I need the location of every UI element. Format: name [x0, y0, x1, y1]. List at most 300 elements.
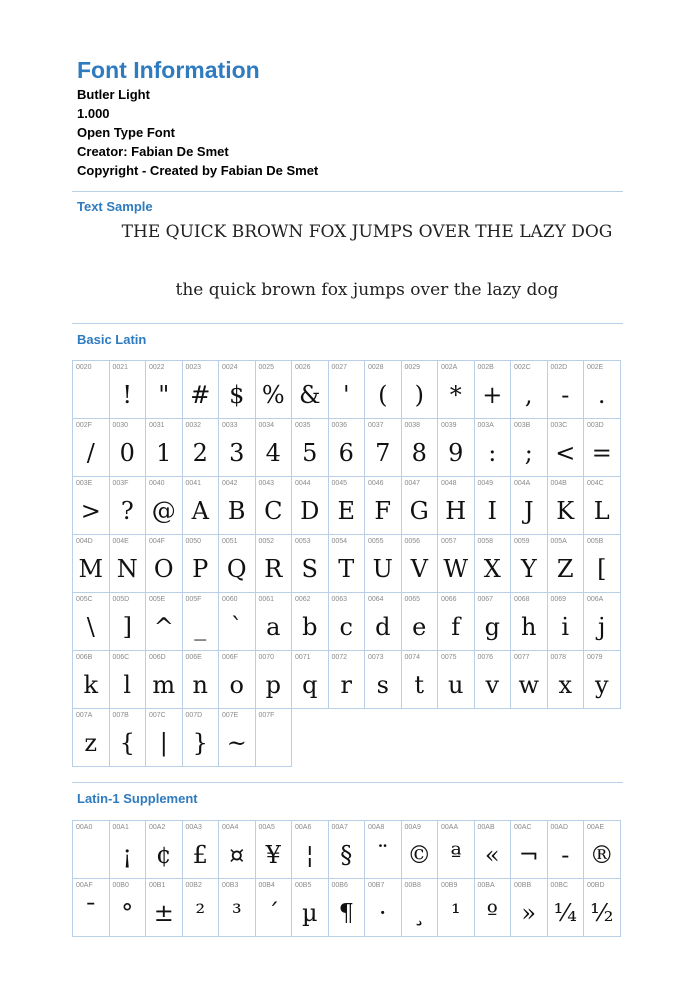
glyph-char: $	[229, 381, 245, 409]
glyph-cell	[292, 821, 329, 879]
font-creator: Creator: Fabian De Smet	[77, 144, 229, 159]
glyph-char: 5	[302, 439, 318, 467]
glyph-code: 00B2	[185, 882, 202, 889]
empty-cell	[401, 709, 438, 767]
glyph-cell	[292, 361, 329, 419]
glyph-code: 0075	[441, 654, 457, 661]
glyph-code: 00B5	[295, 882, 312, 889]
glyph-char: @	[151, 497, 176, 525]
glyph-char: `	[230, 613, 243, 641]
glyph-cell	[584, 651, 621, 709]
glyph-cell	[109, 879, 146, 937]
glyph-code: 0029	[404, 364, 421, 371]
glyph-char: w	[518, 671, 540, 699]
glyph-char: j	[598, 613, 606, 641]
glyph-code: 00A7	[331, 824, 348, 831]
glyph-char: =	[591, 439, 612, 467]
glyph-code: 00AF	[76, 882, 93, 889]
glyph-code: 0040	[149, 480, 165, 487]
glyph-row	[73, 651, 621, 709]
glyph-char: -	[561, 381, 570, 409]
empty-cell	[584, 709, 621, 767]
glyph-cell	[365, 477, 402, 535]
glyph-cell	[255, 535, 292, 593]
font-version: 1.000	[77, 106, 110, 121]
glyph-code: 00A4	[222, 824, 239, 831]
glyph-cell	[547, 651, 584, 709]
glyph-cell	[255, 821, 292, 879]
glyph-cell	[474, 593, 511, 651]
empty-cell	[365, 709, 402, 767]
glyph-code: 0072	[331, 654, 348, 661]
glyph-code: 00A6	[295, 824, 312, 831]
glyph-code: 0046	[368, 480, 384, 487]
glyph-code: 003F	[112, 480, 129, 487]
glyph-code: 0077	[514, 654, 530, 661]
glyph-code: 00AC	[514, 824, 532, 831]
glyph-code: 0044	[295, 480, 311, 487]
glyph-char: ½	[590, 899, 614, 927]
glyph-char: Q	[226, 555, 247, 583]
glyph-char: O	[153, 555, 174, 583]
glyph-code: 0062	[295, 596, 311, 603]
glyph-char: {	[119, 729, 135, 757]
glyph-char: /	[86, 439, 95, 467]
glyph-cell	[146, 879, 183, 937]
glyph-code: 006F	[222, 654, 238, 661]
font-info-block	[77, 85, 318, 180]
glyph-code: 0036	[331, 422, 348, 429]
glyph-char: V	[410, 555, 428, 583]
glyph-cell	[182, 419, 219, 477]
glyph-cell	[109, 821, 146, 879]
glyph-code: 002D	[550, 364, 568, 371]
glyph-char: °	[121, 899, 134, 927]
glyph-row	[73, 361, 621, 419]
glyph-code: 0071	[295, 654, 311, 661]
glyph-char: L	[593, 497, 610, 525]
glyph-cell	[365, 879, 402, 937]
glyph-cell	[255, 419, 292, 477]
glyph-cell	[255, 651, 292, 709]
glyph-char: i	[561, 613, 570, 641]
glyph-cell	[182, 879, 219, 937]
glyph-char: S	[301, 555, 318, 583]
glyph-code: 005D	[112, 596, 130, 603]
font-name: Butler Light	[77, 87, 150, 102]
glyph-cell	[511, 535, 548, 593]
glyph-char: -	[561, 841, 570, 869]
glyph-code: 0034	[258, 422, 275, 429]
glyph-cell	[109, 593, 146, 651]
glyph-cell	[328, 535, 365, 593]
glyph-char: ¹	[450, 899, 461, 927]
glyph-char: ;	[524, 439, 533, 467]
glyph-code: 0068	[514, 596, 530, 603]
glyph-code: 0025	[258, 364, 275, 371]
glyph-char: E	[337, 497, 356, 525]
glyph-char: «	[484, 841, 500, 869]
glyph-cell	[328, 821, 365, 879]
glyph-cell	[73, 535, 110, 593]
glyph-cell	[474, 821, 511, 879]
glyph-code: 0056	[404, 538, 421, 545]
glyph-char: d	[375, 613, 391, 641]
glyph-char: c	[339, 613, 353, 641]
glyph-code: 0033	[222, 422, 238, 429]
glyph-char: ¡	[122, 841, 133, 869]
glyph-cell	[511, 477, 548, 535]
glyph-cell	[109, 419, 146, 477]
glyph-cell	[584, 593, 621, 651]
glyph-code: 0065	[404, 596, 421, 603]
glyph-code: 00B9	[441, 882, 458, 889]
glyph-cell	[146, 535, 183, 593]
glyph-code: 0054	[331, 538, 348, 545]
glyph-char: !	[122, 381, 133, 409]
glyph-cell	[182, 361, 219, 419]
glyph-cell	[584, 879, 621, 937]
glyph-cell	[547, 879, 584, 937]
glyph-code: 0049	[477, 480, 494, 487]
glyph-char: A	[191, 497, 209, 525]
glyph-char: D	[300, 497, 320, 525]
glyph-cell	[182, 477, 219, 535]
glyph-row	[73, 821, 621, 879]
glyph-cell	[292, 879, 329, 937]
glyph-char: z	[84, 729, 98, 757]
glyph-code: 005E	[149, 596, 166, 603]
glyph-char: G	[409, 497, 429, 525]
glyph-code: 0052	[258, 538, 275, 545]
glyph-cell	[219, 651, 256, 709]
glyph-code: 0043	[258, 480, 275, 487]
glyph-char: u	[448, 671, 464, 699]
glyph-cell	[219, 419, 256, 477]
glyph-code: 0026	[295, 364, 311, 371]
glyph-char: q	[302, 671, 318, 699]
glyph-cell	[584, 477, 621, 535]
glyph-cell	[401, 477, 438, 535]
glyph-code: 007F	[258, 712, 275, 719]
glyph-code: 007C	[149, 712, 166, 719]
glyph-cell	[255, 593, 292, 651]
glyph-cell	[292, 651, 329, 709]
glyph-code: 00AA	[441, 824, 459, 831]
glyph-char: §	[340, 841, 353, 869]
glyph-code: 0041	[185, 480, 202, 487]
glyph-cell	[365, 361, 402, 419]
glyph-char: :	[488, 439, 497, 467]
glyph-char: [	[597, 555, 607, 583]
divider	[72, 191, 623, 192]
glyph-code: 0079	[587, 654, 603, 661]
glyph-code: 00A0	[76, 824, 93, 831]
glyph-char: ¨	[376, 841, 389, 869]
glyph-char: t	[414, 671, 425, 699]
empty-cell	[511, 709, 548, 767]
glyph-char: >	[80, 497, 101, 525]
glyph-cell	[401, 535, 438, 593]
glyph-code: 005C	[76, 596, 93, 603]
glyph-cell	[438, 651, 475, 709]
glyph-cell	[219, 361, 256, 419]
glyph-char: Y	[520, 555, 537, 583]
glyph-code: 005A	[550, 538, 567, 545]
glyph-code: 004A	[514, 480, 531, 487]
glyph-cell	[328, 419, 365, 477]
glyph-cell	[474, 419, 511, 477]
glyph-code: 0069	[550, 596, 567, 603]
empty-cell	[547, 709, 584, 767]
glyph-cell	[328, 477, 365, 535]
glyph-char: £	[192, 841, 208, 869]
glyph-code: 003B	[514, 422, 531, 429]
glyph-cell	[438, 593, 475, 651]
glyph-code: 00B8	[404, 882, 421, 889]
sample-uppercase: THE QUICK BROWN FOX JUMPS OVER THE LAZY DOG	[121, 222, 613, 242]
glyph-char: ¢	[156, 841, 172, 869]
glyph-char: F	[374, 497, 392, 525]
glyph-char: o	[229, 671, 244, 699]
glyph-code: 0078	[550, 654, 567, 661]
glyph-char: ±	[153, 899, 174, 927]
glyph-char: ´	[267, 899, 280, 927]
glyph-char: "	[158, 381, 170, 409]
glyph-cell	[474, 651, 511, 709]
glyph-char: h	[521, 613, 537, 641]
glyph-code: 00BB	[514, 882, 532, 889]
glyph-code: 0073	[368, 654, 384, 661]
glyph-char: ¥	[265, 841, 281, 869]
glyph-cell	[255, 361, 292, 419]
glyph-code: 007B	[112, 712, 129, 719]
glyph-code: 0037	[368, 422, 384, 429]
page-title: Font Information	[77, 57, 260, 83]
glyph-cell	[584, 419, 621, 477]
glyph-char: f	[451, 613, 461, 641]
glyph-char: ²	[195, 899, 206, 927]
glyph-cell	[365, 419, 402, 477]
glyph-cell	[328, 361, 365, 419]
glyph-char: ¤	[229, 841, 245, 869]
glyph-cell	[584, 361, 621, 419]
glyph-char: a	[266, 613, 281, 641]
glyph-char: X	[483, 555, 501, 583]
basic-latin-grid	[72, 360, 621, 767]
basic-latin-title: Basic Latin	[77, 332, 147, 347]
glyph-char: B	[227, 497, 246, 525]
glyph-cell	[547, 419, 584, 477]
glyph-char: ¶	[338, 899, 354, 927]
glyph-code: 007D	[185, 712, 203, 719]
glyph-cell	[292, 477, 329, 535]
glyph-char: (	[378, 381, 388, 409]
glyph-code: 0076	[477, 654, 494, 661]
glyph-code: 0024	[222, 364, 238, 371]
glyph-cell	[109, 535, 146, 593]
empty-cell	[328, 709, 365, 767]
text-sample-title: Text Sample	[77, 199, 153, 214]
glyph-code: 00A1	[112, 824, 129, 831]
glyph-code: 00B6	[331, 882, 348, 889]
glyph-char: 8	[411, 439, 427, 467]
glyph-code: 0051	[222, 538, 238, 545]
glyph-char: T	[338, 555, 355, 583]
glyph-cell	[146, 709, 183, 767]
glyph-cell	[584, 821, 621, 879]
glyph-cell	[73, 821, 110, 879]
glyph-char: 7	[375, 439, 391, 467]
glyph-char: 6	[338, 439, 354, 467]
glyph-cell	[73, 709, 110, 767]
glyph-code: 0048	[441, 480, 457, 487]
glyph-char: ¦	[305, 841, 314, 869]
empty-cell	[438, 709, 475, 767]
glyph-char: ·	[378, 899, 387, 927]
glyph-char: b	[302, 613, 318, 641]
glyph-char: 0	[119, 439, 135, 467]
glyph-code: 0045	[331, 480, 348, 487]
glyph-code: 00B3	[222, 882, 239, 889]
glyph-cell	[365, 593, 402, 651]
glyph-code: 002C	[514, 364, 531, 371]
glyph-code: 006D	[149, 654, 166, 661]
glyph-cell	[511, 593, 548, 651]
glyph-char: v	[485, 671, 500, 699]
glyph-code: 004C	[587, 480, 604, 487]
glyph-char: n	[192, 671, 208, 699]
glyph-cell	[182, 709, 219, 767]
glyph-cell	[255, 477, 292, 535]
glyph-code: 0057	[441, 538, 457, 545]
glyph-char: 9	[448, 439, 464, 467]
glyph-char: #	[190, 381, 211, 409]
glyph-cell	[511, 821, 548, 879]
glyph-code: 00A9	[404, 824, 421, 831]
glyph-cell	[365, 651, 402, 709]
glyph-cell	[73, 477, 110, 535]
glyph-char: µ	[301, 899, 318, 927]
glyph-cell	[511, 879, 548, 937]
glyph-code: 00B4	[258, 882, 275, 889]
glyph-code: 0064	[368, 596, 384, 603]
glyph-cell	[401, 419, 438, 477]
glyph-char: 3	[229, 439, 245, 467]
glyph-char: P	[192, 555, 209, 583]
glyph-cell	[328, 593, 365, 651]
glyph-code: 0021	[112, 364, 129, 371]
glyph-char: 2	[192, 439, 208, 467]
glyph-cell	[219, 879, 256, 937]
glyph-cell	[219, 593, 256, 651]
glyph-char: ~	[226, 729, 247, 757]
glyph-cell	[474, 535, 511, 593]
glyph-char: |	[159, 729, 168, 757]
glyph-code: 0035	[295, 422, 311, 429]
glyph-char: m	[152, 671, 176, 699]
glyph-cell	[73, 419, 110, 477]
glyph-code: 00BC	[550, 882, 569, 889]
glyph-code: 007A	[76, 712, 93, 719]
glyph-code: 0060	[222, 596, 238, 603]
glyph-cell	[109, 709, 146, 767]
glyph-row	[73, 419, 621, 477]
glyph-cell	[292, 593, 329, 651]
glyph-char: s	[376, 671, 389, 699]
glyph-cell	[438, 535, 475, 593]
glyph-code: 0058	[477, 538, 494, 545]
glyph-code: 0050	[185, 538, 202, 545]
glyph-cell	[401, 593, 438, 651]
glyph-code: 00BA	[477, 882, 495, 889]
glyph-cell	[146, 419, 183, 477]
glyph-char: e	[412, 613, 427, 641]
glyph-code: 0028	[368, 364, 384, 371]
glyph-char: ¯	[84, 899, 97, 927]
glyph-cell	[73, 593, 110, 651]
glyph-code: 0059	[514, 538, 530, 545]
glyph-cell	[401, 821, 438, 879]
glyph-char: %	[261, 381, 285, 409]
glyph-char: K	[556, 497, 575, 525]
glyph-cell	[438, 419, 475, 477]
glyph-cell	[219, 535, 256, 593]
glyph-cell	[365, 535, 402, 593]
glyph-code: 00AD	[550, 824, 569, 831]
glyph-code: 002E	[587, 364, 604, 371]
glyph-cell	[73, 361, 110, 419]
glyph-cell	[474, 361, 511, 419]
glyph-code: 0039	[441, 422, 457, 429]
sample-lowercase: the quick brown fox jumps over the lazy dog	[175, 280, 559, 300]
glyph-char: ?	[120, 497, 134, 525]
glyph-cell	[584, 535, 621, 593]
glyph-code: 004D	[76, 538, 93, 545]
glyph-cell	[182, 651, 219, 709]
glyph-char: W	[443, 555, 469, 583]
empty-cell	[474, 709, 511, 767]
glyph-char: ³	[231, 899, 242, 927]
glyph-code: 003C	[550, 422, 568, 429]
glyph-cell	[146, 361, 183, 419]
glyph-cell	[109, 477, 146, 535]
glyph-cell	[401, 651, 438, 709]
glyph-char: M	[78, 555, 104, 583]
glyph-cell	[146, 593, 183, 651]
glyph-char: R	[264, 555, 283, 583]
glyph-cell	[219, 709, 256, 767]
glyph-char: H	[445, 497, 467, 525]
glyph-code: 0063	[331, 596, 348, 603]
glyph-char: &	[299, 381, 321, 409]
glyph-char: }	[192, 729, 208, 757]
glyph-cell	[547, 821, 584, 879]
glyph-code: 0022	[149, 364, 165, 371]
glyph-code: 0020	[76, 364, 92, 371]
glyph-code: 0070	[258, 654, 275, 661]
glyph-char: r	[340, 671, 352, 699]
glyph-char: »	[521, 899, 537, 927]
glyph-cell	[547, 593, 584, 651]
glyph-cell	[146, 651, 183, 709]
glyph-char: '	[342, 381, 350, 409]
font-type: Open Type Font	[77, 125, 175, 140]
glyph-char: x	[558, 671, 573, 699]
glyph-code: 006B	[76, 654, 93, 661]
glyph-cell	[328, 651, 365, 709]
glyph-char: 4	[265, 439, 281, 467]
